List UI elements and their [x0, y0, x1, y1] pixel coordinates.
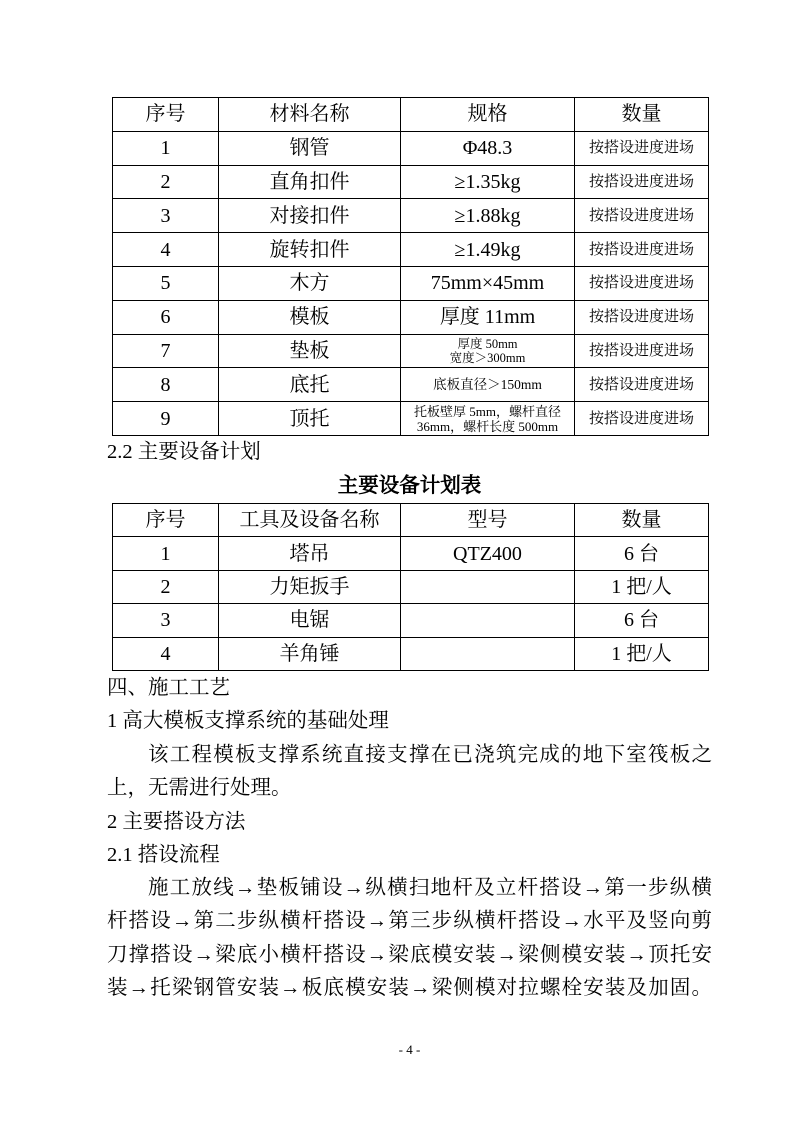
material-spec-line: 宽度＞300mm [449, 350, 526, 365]
material-row-5 [113, 266, 709, 300]
section-heading-4: 四、施工工艺 [107, 677, 230, 699]
material-qty-cell: 按搭设进度进场 [575, 402, 709, 436]
material-row-4 [113, 233, 709, 267]
material-name-cell: 模板 [219, 300, 401, 334]
material-spec-cell: ≥1.49kg [401, 233, 575, 267]
equipment-row-1 [113, 537, 709, 570]
material-name-cell: 垫板 [219, 334, 401, 368]
equipment-model-cell [401, 637, 575, 670]
material-row-9 [113, 402, 709, 436]
subsection-heading-1: 1 高大模板支撑系统的基础处理 [107, 710, 389, 732]
equipment-table [112, 503, 709, 671]
material-qty-cell: 按搭设进度进场 [575, 368, 709, 402]
equipment-qty-cell: 6 台 [575, 604, 709, 637]
material-spec-line: 托板壁厚 5mm，螺杆直径 [414, 403, 561, 419]
equipment-row-4 [113, 637, 709, 670]
material-qty-cell: 按搭设进度进场 [575, 131, 709, 165]
equipment-name-cell: 塔吊 [219, 537, 401, 570]
material-row-8 [113, 368, 709, 402]
equipment-row-2 [113, 570, 709, 603]
material-qty-cell: 按搭设进度进场 [575, 334, 709, 368]
equipment-no-cell: 2 [113, 570, 219, 603]
material-qty-cell: 按搭设进度进场 [575, 266, 709, 300]
material-name-cell: 钢管 [219, 131, 401, 165]
material-no-cell: 7 [113, 334, 219, 368]
material-no-cell: 8 [113, 368, 219, 402]
equipment-header-qty: 数量 [575, 504, 709, 537]
page-number: - 4 - [398, 1042, 421, 1057]
material-no-cell: 2 [113, 165, 219, 199]
material-header-no: 序号 [113, 98, 219, 132]
equipment-no-cell: 4 [113, 637, 219, 670]
material-name-cell: 旋转扣件 [219, 233, 401, 267]
material-spec-cell: ≥1.88kg [401, 199, 575, 233]
material-qty-cell: 按搭设进度进场 [575, 199, 709, 233]
material-qty-cell: 按搭设进度进场 [575, 233, 709, 267]
equipment-no-cell: 1 [113, 537, 219, 570]
equipment-qty-cell: 1 把/人 [575, 570, 709, 603]
material-header-spec: 规格 [401, 98, 575, 132]
material-table [112, 97, 709, 436]
equipment-qty-cell: 6 台 [575, 537, 709, 570]
flow-line: 施工放线→垫板铺设→纵横扫地杆及立杆搭设→第一步纵横 [148, 877, 712, 899]
equipment-name-cell: 电锯 [219, 604, 401, 637]
equipment-header-name: 工具及设备名称 [219, 504, 401, 537]
material-spec-cell [401, 402, 575, 436]
equipment-header-row [113, 504, 709, 537]
material-name-cell: 直角扣件 [219, 165, 401, 199]
material-spec-cell: 底板直径＞150mm [401, 368, 575, 402]
material-row-6 [113, 300, 709, 334]
flow-line: 杆搭设→第二步纵横杆搭设→第三步纵横杆搭设→水平及竖向剪 [107, 910, 712, 932]
material-row-7 [113, 334, 709, 368]
material-row-1 [113, 131, 709, 165]
equipment-name-cell: 力矩扳手 [219, 570, 401, 603]
equipment-row-3 [113, 604, 709, 637]
flow-line: 刀撑搭设→梁底小横杆搭设→梁底模安装→梁侧模安装→顶托安 [107, 944, 712, 966]
material-spec-line: 36mm，螺杆长度 500mm [416, 418, 559, 434]
paragraph-line: 上，无需进行处理。 [107, 777, 292, 799]
material-no-cell: 5 [113, 266, 219, 300]
material-no-cell: 4 [113, 233, 219, 267]
material-name-cell: 对接扣件 [219, 199, 401, 233]
equipment-model-cell: QTZ400 [401, 537, 575, 570]
material-no-cell: 3 [113, 199, 219, 233]
material-spec-line: 厚度 50mm [457, 336, 518, 351]
material-header-name: 材料名称 [219, 98, 401, 132]
equipment-table-title: 主要设备计划表 [337, 475, 482, 497]
equipment-header-no: 序号 [113, 504, 219, 537]
material-spec-cell: ≥1.35kg [401, 165, 575, 199]
material-row-3 [113, 199, 709, 233]
subsection-heading-2-1: 2.1 搭设流程 [107, 844, 220, 866]
material-no-cell: 1 [113, 131, 219, 165]
material-qty-cell: 按搭设进度进场 [575, 165, 709, 199]
material-name-cell: 底托 [219, 368, 401, 402]
material-spec-cell: Φ48.3 [401, 131, 575, 165]
material-name-cell: 顶托 [219, 402, 401, 436]
subsection-heading-2: 2 主要搭设方法 [107, 811, 246, 833]
equipment-model-cell [401, 570, 575, 603]
material-qty-cell: 按搭设进度进场 [575, 300, 709, 334]
equipment-no-cell: 3 [113, 604, 219, 637]
material-no-cell: 9 [113, 402, 219, 436]
equipment-qty-cell: 1 把/人 [575, 637, 709, 670]
section-heading-2-2: 2.2 主要设备计划 [107, 441, 261, 463]
material-header-qty: 数量 [575, 98, 709, 132]
paragraph-line: 该工程模板支撑系统直接支撑在已浇筑完成的地下室筏板之 [148, 744, 712, 766]
equipment-model-cell [401, 604, 575, 637]
material-spec-cell: 厚度 11mm [401, 300, 575, 334]
material-header-row [113, 98, 709, 132]
material-spec-cell: 75mm×45mm [401, 266, 575, 300]
material-no-cell: 6 [113, 300, 219, 334]
material-spec-cell [401, 334, 575, 368]
equipment-header-model: 型号 [401, 504, 575, 537]
material-name-cell: 木方 [219, 266, 401, 300]
equipment-name-cell: 羊角锤 [219, 637, 401, 670]
flow-line: 装→托梁钢管安装→板底模安装→梁侧模对拉螺栓安装及加固。 [107, 977, 712, 999]
material-row-2 [113, 165, 709, 199]
